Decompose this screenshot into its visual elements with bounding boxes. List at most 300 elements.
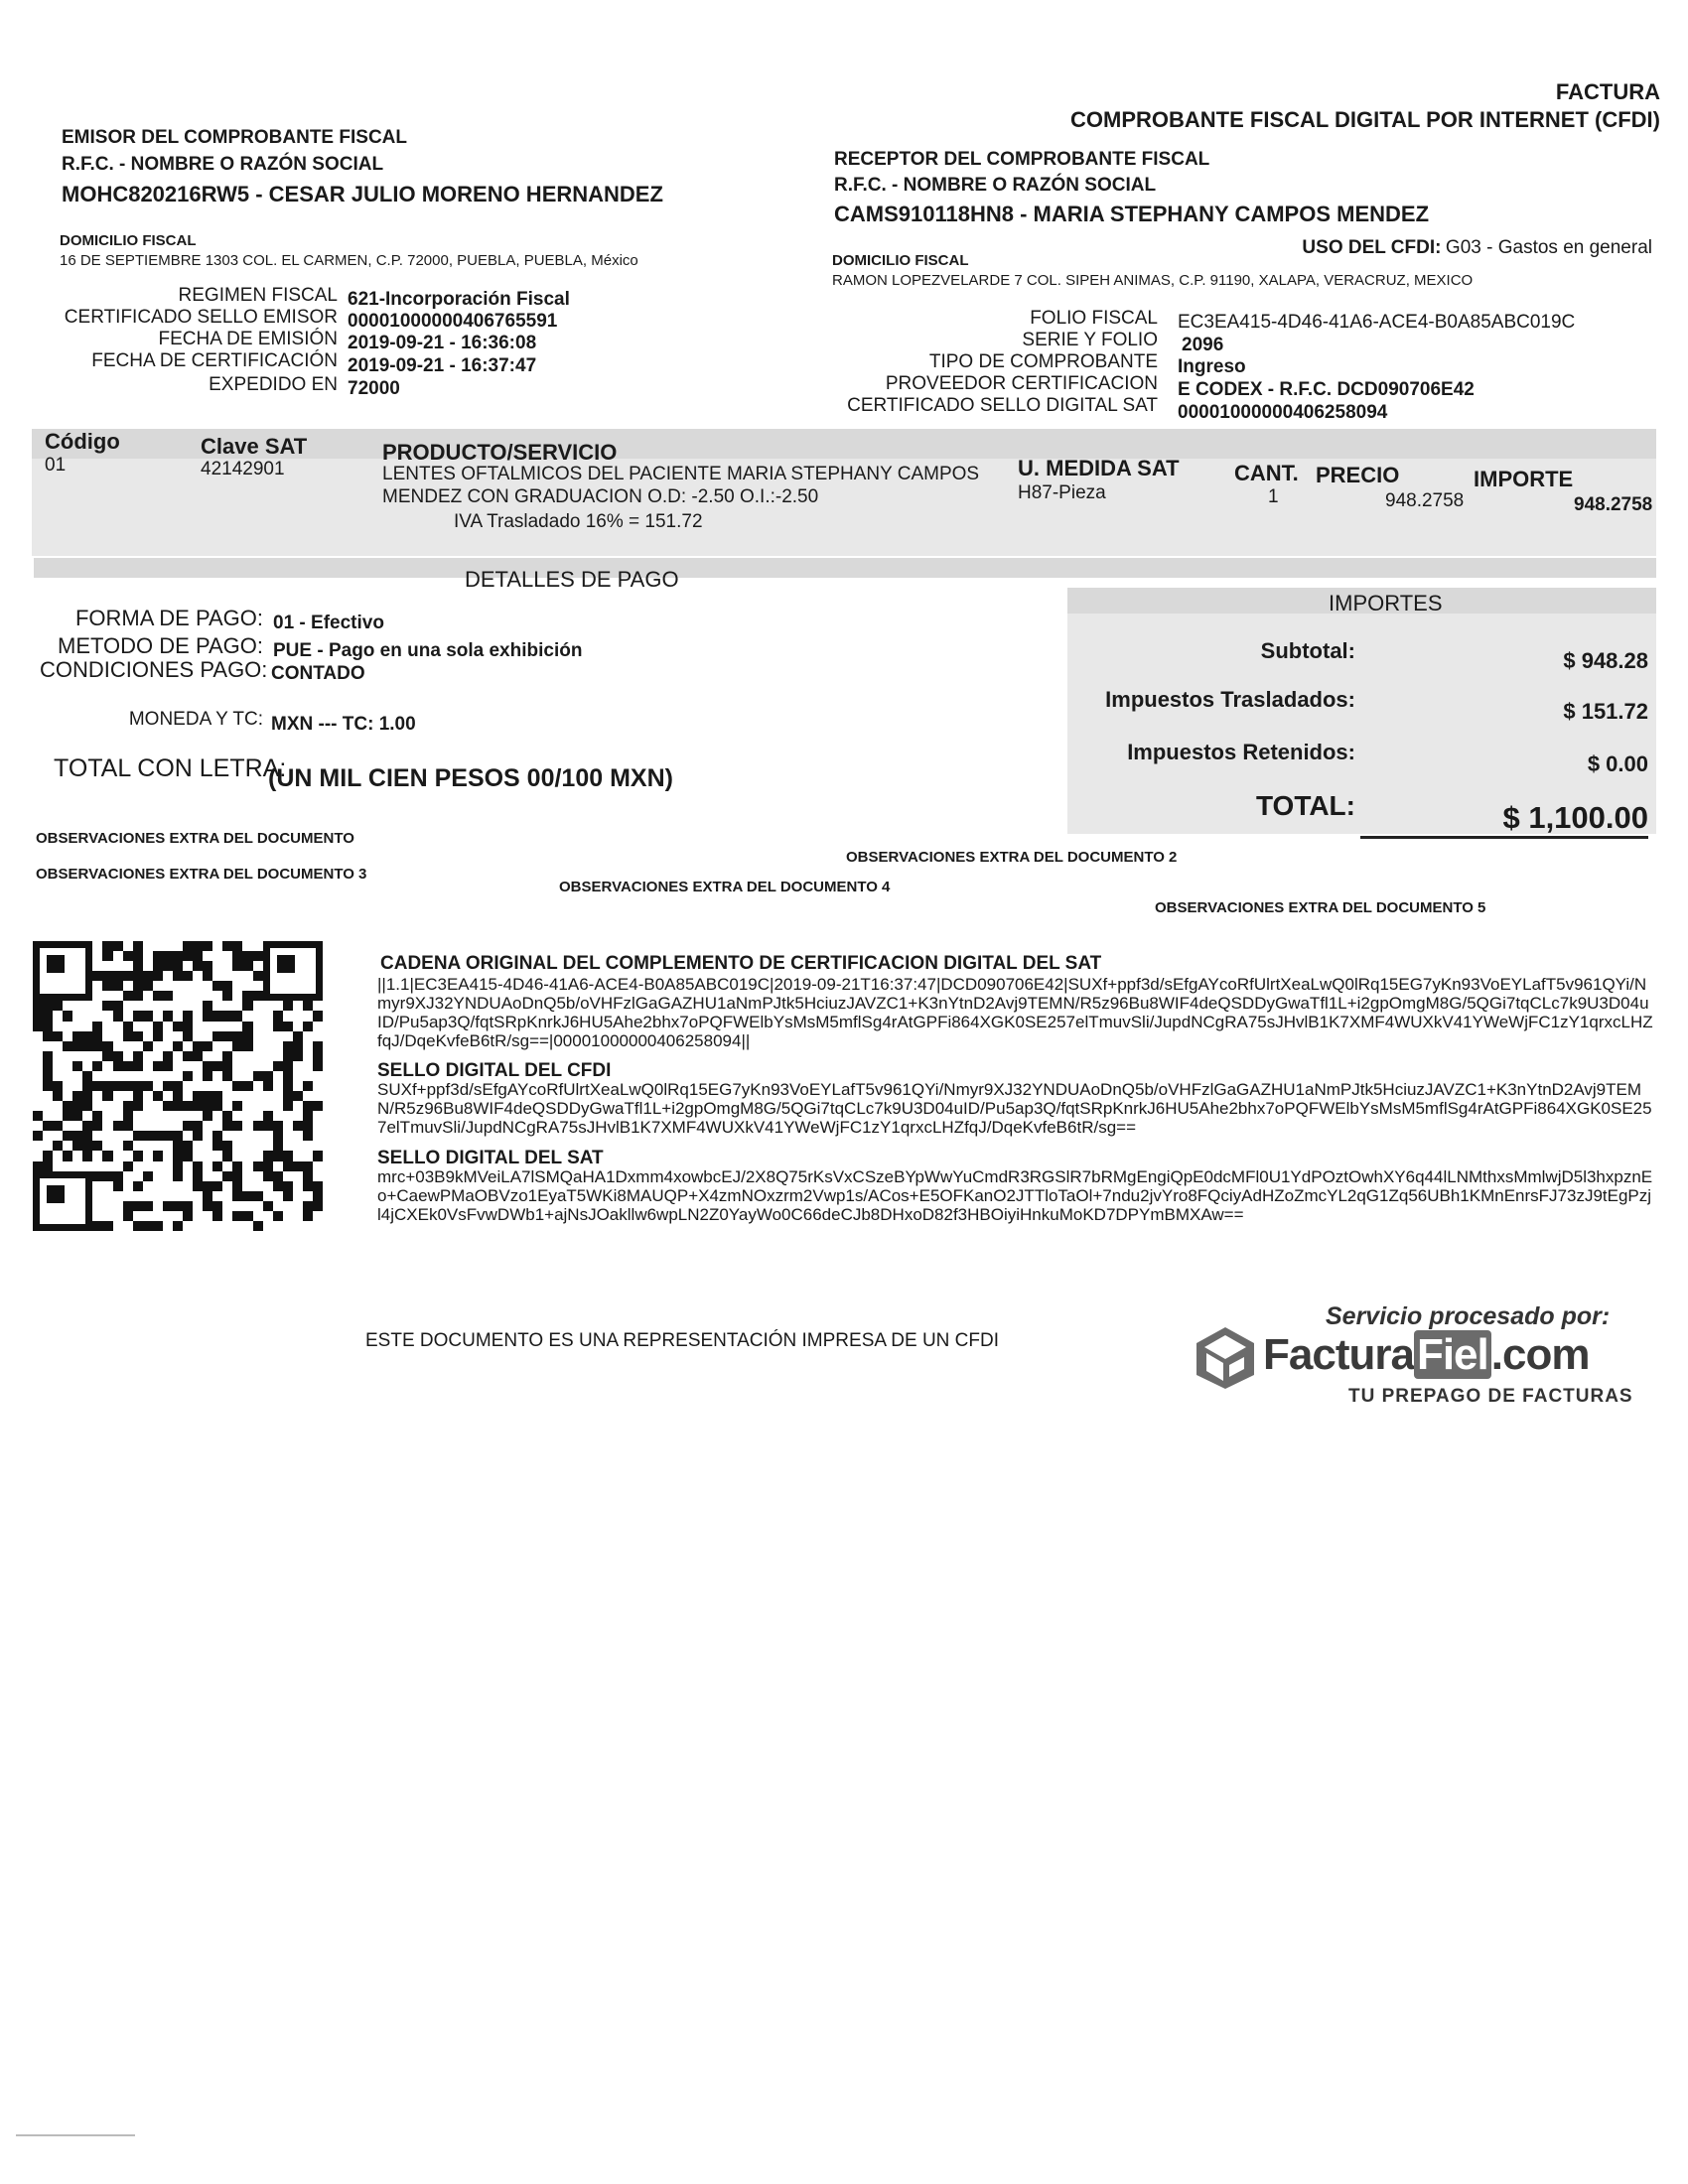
qr-module [133, 1091, 143, 1101]
qr-module [253, 991, 263, 1001]
cert-emisor-label: CERTIFICADO SELLO EMISOR [64, 307, 338, 328]
qr-module [102, 981, 112, 991]
qr-module [123, 971, 133, 981]
qr-module [203, 1141, 212, 1151]
qr-module [232, 1071, 242, 1081]
qr-module [232, 1031, 242, 1041]
sello-sat-heading: SELLO DIGITAL DEL SAT [377, 1148, 604, 1168]
pago-band [34, 558, 1656, 578]
qr-module [53, 1011, 63, 1021]
qr-module [283, 1211, 293, 1221]
qr-module [143, 1101, 153, 1111]
qr-module [43, 1061, 53, 1071]
qr-module [72, 1131, 82, 1141]
qr-module [173, 1181, 183, 1191]
qr-module [263, 1121, 273, 1131]
qr-module [283, 1081, 293, 1091]
qr-module [283, 1141, 293, 1151]
qr-module [293, 1201, 303, 1211]
qr-module [153, 1031, 163, 1041]
qr-module [72, 1141, 82, 1151]
qr-module [63, 1031, 72, 1041]
qr-module [92, 1091, 102, 1101]
qr-module [313, 1031, 323, 1041]
cadena-text: ||1.1|EC3EA415-4D46-41A6-ACE4-B0A85ABC019C|2019-09-21T16:37:47|DCD090706E42|SUXf+ppf3d/sEfgAYcoRfUlrtXeaLwQ0lRq15EG7yKn93VoEYLafT5v961QYi/Nmyr9XJ32YNDUAoDnQ5b/oVHFzlGaGAZHU1aNmPJtk5HciuzJAVZC1+K3nYtnD2Avj9TEMN/R5z96Bu8WIF4deQSDDyGwaTfl1L+i2gpOmgM8G/5QGi7tqCLc7k9U3D04uID/Pu5ap3Q/fqtSRpKnrkJ6HU5Ahe2bhx7oPQFWElbYsMsM5mflSg4rAtGPFi864XGK0SE257elTmuvSli/JupdNCgRA75sJHvlB1K7XMF4WUXkV41YWeWjFC1zY1qrxcLHZfqJ/DqeKvfeB6tR/sg==|00001000000406258094|| [377, 975, 1653, 1050]
qr-module [273, 1001, 283, 1011]
qr-module [263, 1111, 273, 1121]
qr-module [143, 1011, 153, 1021]
moneda-label: MONEDA Y TC: [128, 709, 263, 730]
qr-module [82, 1101, 92, 1111]
qr-module [92, 1191, 102, 1201]
qr-module [102, 1191, 112, 1201]
qr-module [232, 1151, 242, 1160]
qr-module [113, 1051, 123, 1061]
qr-module [283, 1071, 293, 1081]
qr-code-icon [33, 941, 323, 1231]
qr-module [92, 1101, 102, 1111]
qr-module [273, 1051, 283, 1061]
qr-module [92, 951, 102, 961]
qr-module [173, 1011, 183, 1021]
qr-module [193, 1171, 203, 1181]
qr-module [203, 981, 212, 991]
qr-module [212, 1161, 222, 1171]
qr-module [273, 1011, 283, 1021]
qr-module [113, 1151, 123, 1160]
scan-edge-line [16, 2134, 135, 2136]
qr-module [33, 1051, 43, 1061]
qr-module [133, 991, 143, 1001]
qr-module [193, 1131, 203, 1141]
qr-module [92, 1001, 102, 1011]
qr-module [273, 1022, 283, 1031]
qr-module [173, 1022, 183, 1031]
qr-module [173, 1031, 183, 1041]
qr-module [212, 1121, 222, 1131]
qr-module [102, 1111, 112, 1121]
qr-module [133, 1191, 143, 1201]
retenidos-value: $ 0.00 [1587, 751, 1648, 776]
qr-module [253, 981, 263, 991]
qr-module [173, 1131, 183, 1141]
qr-module [212, 1041, 222, 1051]
qr-module [183, 1051, 193, 1061]
qr-module [263, 1001, 273, 1011]
qr-module [143, 971, 153, 981]
qr-module [263, 1101, 273, 1111]
qr-module [153, 1071, 163, 1081]
qr-module [92, 1061, 102, 1071]
qr-module [212, 1061, 222, 1071]
qr-module [203, 1191, 212, 1201]
qr-module [242, 1131, 252, 1141]
qr-module [183, 1091, 193, 1101]
qr-module [263, 1151, 273, 1160]
qr-module [183, 1191, 193, 1201]
qr-module [193, 1121, 203, 1131]
qr-module [102, 1131, 112, 1141]
qr-module [133, 1101, 143, 1111]
qr-module [303, 1161, 313, 1171]
qr-module [253, 1111, 263, 1121]
qr-module [183, 1151, 193, 1160]
qr-finder-bottom-left [33, 1171, 92, 1231]
qr-module [82, 1131, 92, 1141]
qr-module [143, 1201, 153, 1211]
qr-module [123, 1101, 133, 1111]
qr-module [113, 1091, 123, 1101]
qr-module [222, 961, 232, 971]
qr-module [303, 1011, 313, 1021]
qr-module [143, 1191, 153, 1201]
qr-module [283, 1051, 293, 1061]
col-unidad: U. MEDIDA SAT [1018, 456, 1180, 480]
qr-module [253, 941, 263, 951]
qr-module [242, 1022, 252, 1031]
qr-module [293, 1011, 303, 1021]
total-letra-value: (UN MIL CIEN PESOS 00/100 MXN) [268, 764, 673, 792]
qr-module [133, 981, 143, 991]
qr-module [313, 1022, 323, 1031]
qr-module [72, 1121, 82, 1131]
proveedor-value: E CODEX - R.F.C. DCD090706E42 [1178, 379, 1475, 400]
metodo-pago-value: PUE - Pago en una sola exhibición [273, 640, 583, 661]
qr-module [153, 941, 163, 951]
qr-module [293, 1041, 303, 1051]
qr-module [153, 1101, 163, 1111]
qr-module [43, 1091, 53, 1101]
qr-module [283, 1171, 293, 1181]
qr-module [203, 1161, 212, 1171]
qr-module [303, 1091, 313, 1101]
qr-module [222, 1051, 232, 1061]
qr-module [212, 941, 222, 951]
qr-module [242, 1221, 252, 1231]
qr-module [253, 1081, 263, 1091]
qr-module [232, 981, 242, 991]
qr-module [82, 1141, 92, 1151]
qr-module [102, 1181, 112, 1191]
qr-module [283, 1101, 293, 1111]
qr-module [82, 1022, 92, 1031]
qr-module [293, 1031, 303, 1041]
qr-module [303, 1041, 313, 1051]
qr-module [143, 1121, 153, 1131]
qr-module [72, 1111, 82, 1121]
qr-module [253, 1051, 263, 1061]
qr-module [303, 1061, 313, 1071]
qr-module [222, 1061, 232, 1071]
qr-module [293, 1151, 303, 1160]
qr-module [263, 1051, 273, 1061]
qr-module [193, 1091, 203, 1101]
qr-module [33, 1141, 43, 1151]
qr-module [263, 1221, 273, 1231]
qr-module [293, 1121, 303, 1131]
qr-module [222, 1171, 232, 1181]
qr-module [113, 951, 123, 961]
qr-module [222, 1221, 232, 1231]
qr-module [313, 1051, 323, 1061]
qr-module [173, 1121, 183, 1131]
qr-module [43, 1131, 53, 1141]
retenidos-label: Impuestos Retenidos: [1127, 740, 1355, 764]
qr-module [123, 1061, 133, 1071]
qr-module [173, 1081, 183, 1091]
qr-module [313, 1221, 323, 1231]
qr-module [113, 1061, 123, 1071]
qr-module [293, 1211, 303, 1221]
qr-module [92, 961, 102, 971]
qr-module [253, 961, 263, 971]
qr-module [303, 1111, 313, 1121]
qr-module [273, 1191, 283, 1201]
qr-module [143, 941, 153, 951]
qr-module [222, 1141, 232, 1151]
qr-module [253, 1161, 263, 1171]
qr-module [183, 951, 193, 961]
sello-sat-text: mrc+03B9kMVeiLA7lSMQaHA1Dxmm4xowbcEJ/2X8Q75rKsVxCSzeBYpWwYuCmdR3RGSlR7bRMgEngiQpE0dcMFl0U1YdPOztOwhXY6q44lLNMthxsMmlwjD5l3hxpznEo+CaewPMaOBVzo1EyaT5WKi8MAUQP+X4zmNOxzrm2Vwp1s/ACos+E5OFKanO2JTTloTaOl+7ndu2jvYro8FQciyAdHZoZmcYL2qG1Zq56UBh1KMnEnrsFJ73zJ9tEgPzjl4jCXEk0VsFvwDWb1+ajNsJOakllw6wpLN2Z0YayWo0C66deCJb8DHxoD82f3HBOiyiHnkuMoKD7DPYmBMXAw== [377, 1167, 1653, 1224]
qr-module [102, 1211, 112, 1221]
qr-module [82, 1031, 92, 1041]
qr-module [183, 1022, 193, 1031]
row-unidad: H87-Pieza [1018, 482, 1106, 503]
trasladados-value: $ 151.72 [1563, 699, 1648, 724]
qr-module [123, 1201, 133, 1211]
observaciones-2: OBSERVACIONES EXTRA DEL DOCUMENTO 2 [846, 849, 1178, 866]
qr-module [113, 1031, 123, 1041]
condiciones-value: CONTADO [271, 663, 365, 684]
qr-module [153, 1022, 163, 1031]
total-underline [1360, 836, 1648, 839]
total-letra-label: TOTAL CON LETRA: [54, 754, 287, 782]
qr-module [33, 1022, 43, 1031]
qr-module [63, 1101, 72, 1111]
qr-module [222, 1011, 232, 1021]
qr-module [253, 1031, 263, 1041]
col-producto: PRODUCTO/SERVICIO [382, 440, 618, 465]
qr-module [253, 1001, 263, 1011]
qr-module [273, 1171, 283, 1181]
qr-module [43, 1161, 53, 1171]
qr-module [242, 971, 252, 981]
qr-module [242, 1041, 252, 1051]
qr-module [212, 1081, 222, 1091]
qr-module [253, 1151, 263, 1160]
qr-module [313, 1131, 323, 1141]
qr-module [203, 961, 212, 971]
qr-module [153, 1131, 163, 1141]
qr-module [232, 1051, 242, 1061]
qr-module [82, 1161, 92, 1171]
trasladados-label: Impuestos Trasladados: [1105, 687, 1355, 712]
qr-module [232, 1061, 242, 1071]
qr-module [123, 1031, 133, 1041]
brand-tagline: TU PREPAGO DE FACTURAS [1348, 1386, 1633, 1407]
qr-module [183, 1041, 193, 1051]
qr-module [102, 991, 112, 1001]
qr-module [102, 1091, 112, 1101]
qr-module [163, 951, 173, 961]
receptor-domicilio-value: RAMON LOPEZVELARDE 7 COL. SIPEH ANIMAS, C.P. 91190, XALAPA, VERACRUZ, MEXICO [832, 272, 1474, 289]
qr-module [63, 1151, 72, 1160]
qr-module [82, 1151, 92, 1160]
qr-module [313, 1041, 323, 1051]
qr-module [163, 1101, 173, 1111]
qr-module [53, 1091, 63, 1101]
qr-module [242, 1171, 252, 1181]
qr-module [143, 1031, 153, 1041]
qr-module [313, 1011, 323, 1021]
qr-module [72, 1101, 82, 1111]
qr-module [92, 1051, 102, 1061]
qr-module [253, 1022, 263, 1031]
qr-module [212, 1071, 222, 1081]
qr-module [263, 1022, 273, 1031]
qr-module [113, 1022, 123, 1031]
row-iva: IVA Trasladado 16% = 151.72 [454, 511, 703, 532]
qr-module [263, 1141, 273, 1151]
qr-module [102, 1161, 112, 1171]
qr-module [203, 1111, 212, 1121]
qr-module [113, 1181, 123, 1191]
qr-module [92, 1221, 102, 1231]
qr-module [283, 1181, 293, 1191]
row-importe: 948.2758 [1574, 494, 1653, 515]
qr-module [273, 1211, 283, 1221]
qr-finder-top-left [33, 941, 92, 1001]
qr-module [203, 1171, 212, 1181]
qr-module [263, 1161, 273, 1171]
qr-module [253, 1091, 263, 1101]
folio-label: FOLIO FISCAL [1030, 308, 1158, 329]
observaciones-5: OBSERVACIONES EXTRA DEL DOCUMENTO 5 [1155, 899, 1486, 916]
qr-module [253, 1061, 263, 1071]
qr-module [232, 1221, 242, 1231]
qr-module [53, 1061, 63, 1071]
subtotal-value: $ 948.28 [1563, 648, 1648, 673]
qr-module [163, 1001, 173, 1011]
moneda-value: MXN --- TC: 1.00 [271, 714, 416, 735]
qr-module [143, 1061, 153, 1071]
qr-module [173, 1051, 183, 1061]
qr-module [43, 1022, 53, 1031]
row-clave: 42142901 [201, 459, 285, 479]
qr-module [53, 1101, 63, 1111]
qr-module [283, 1221, 293, 1231]
qr-module [53, 1051, 63, 1061]
qr-module [123, 1011, 133, 1021]
qr-module [53, 1141, 63, 1151]
regimen-value: 621-Incorporación Fiscal [348, 289, 570, 310]
qr-module [163, 1211, 173, 1221]
qr-module [273, 1151, 283, 1160]
qr-module [303, 1121, 313, 1131]
qr-module [163, 1091, 173, 1101]
qr-module [203, 941, 212, 951]
qr-module [72, 1061, 82, 1071]
qr-module [212, 1091, 222, 1101]
qr-module [123, 1191, 133, 1201]
qr-module [203, 1031, 212, 1041]
qr-module [72, 1022, 82, 1031]
qr-module [293, 1131, 303, 1141]
qr-module [153, 1171, 163, 1181]
qr-module [92, 1151, 102, 1160]
qr-module [193, 1181, 203, 1191]
qr-module [33, 1071, 43, 1081]
qr-module [92, 1031, 102, 1041]
sello-cfdi-text: SUXf+ppf3d/sEfgAYcoRfUlrtXeaLwQ0lRq15EG7yKn93VoEYLafT5v961QYi/Nmyr9XJ32YNDUAoDnQ5b/oVHFzlGaGAZHU1aNmPJtk5HciuzJAVZC1+K3nYtnD2Avj9TEMN/R5z96Bu8WIF4deQSDDyGwaTfl1L+i2gpOmgM8G/5QGi7tqCLc7k9U3D04uID/Pu5ap3Q/fqtSRpKnrkJ6HU5Ahe2bhx7oPQFWElbYsMsM5mflSg4rAtGPFi864XGK0SE257elTmuvSli/JupdNCgRA75sJHvlB1K7XMF4WUXkV41YWeWjFC1zY1qrxcLHZfqJ/DqeKvfeB6tR/sg== [377, 1080, 1652, 1137]
qr-module [212, 1201, 222, 1211]
qr-module [173, 1211, 183, 1221]
qr-module [183, 1131, 193, 1141]
qr-module [193, 1051, 203, 1061]
qr-module [212, 1001, 222, 1011]
qr-module [212, 1211, 222, 1221]
qr-module [212, 1171, 222, 1181]
qr-module [43, 1141, 53, 1151]
qr-module [173, 1001, 183, 1011]
qr-module [153, 991, 163, 1001]
qr-module [163, 1151, 173, 1160]
qr-module [193, 981, 203, 991]
qr-module [253, 1141, 263, 1151]
qr-module [193, 1101, 203, 1111]
qr-module [173, 1061, 183, 1071]
qr-module [232, 1161, 242, 1171]
row-codigo: 01 [45, 455, 67, 476]
qr-module [242, 1191, 252, 1201]
qr-module [222, 1161, 232, 1171]
qr-module [203, 1051, 212, 1061]
qr-module [283, 1121, 293, 1131]
qr-module [153, 1051, 163, 1061]
qr-module [143, 1151, 153, 1160]
qr-module [232, 1171, 242, 1181]
qr-module [283, 1191, 293, 1201]
qr-module [183, 981, 193, 991]
qr-module [273, 1091, 283, 1101]
qr-module [303, 1081, 313, 1091]
qr-module [92, 1161, 102, 1171]
qr-module [232, 1101, 242, 1111]
qr-module [253, 1211, 263, 1221]
qr-module [82, 1111, 92, 1121]
qr-module [33, 1011, 43, 1021]
qr-module [133, 1131, 143, 1141]
qr-module [222, 1211, 232, 1221]
qr-module [193, 1081, 203, 1091]
qr-module [253, 1121, 263, 1131]
qr-module [212, 981, 222, 991]
qr-module [283, 1022, 293, 1031]
qr-module [153, 1061, 163, 1071]
observaciones-3: OBSERVACIONES EXTRA DEL DOCUMENTO 3 [36, 866, 367, 883]
qr-module [133, 1111, 143, 1121]
qr-module [163, 1111, 173, 1121]
qr-module [123, 1151, 133, 1160]
qr-module [133, 941, 143, 951]
qr-module [163, 1181, 173, 1191]
col-clave-sat: Clave SAT [201, 434, 308, 459]
qr-module [153, 1111, 163, 1121]
qr-module [203, 1091, 212, 1101]
qr-module [193, 1191, 203, 1201]
qr-module [43, 1121, 53, 1131]
qr-module [183, 1011, 193, 1021]
